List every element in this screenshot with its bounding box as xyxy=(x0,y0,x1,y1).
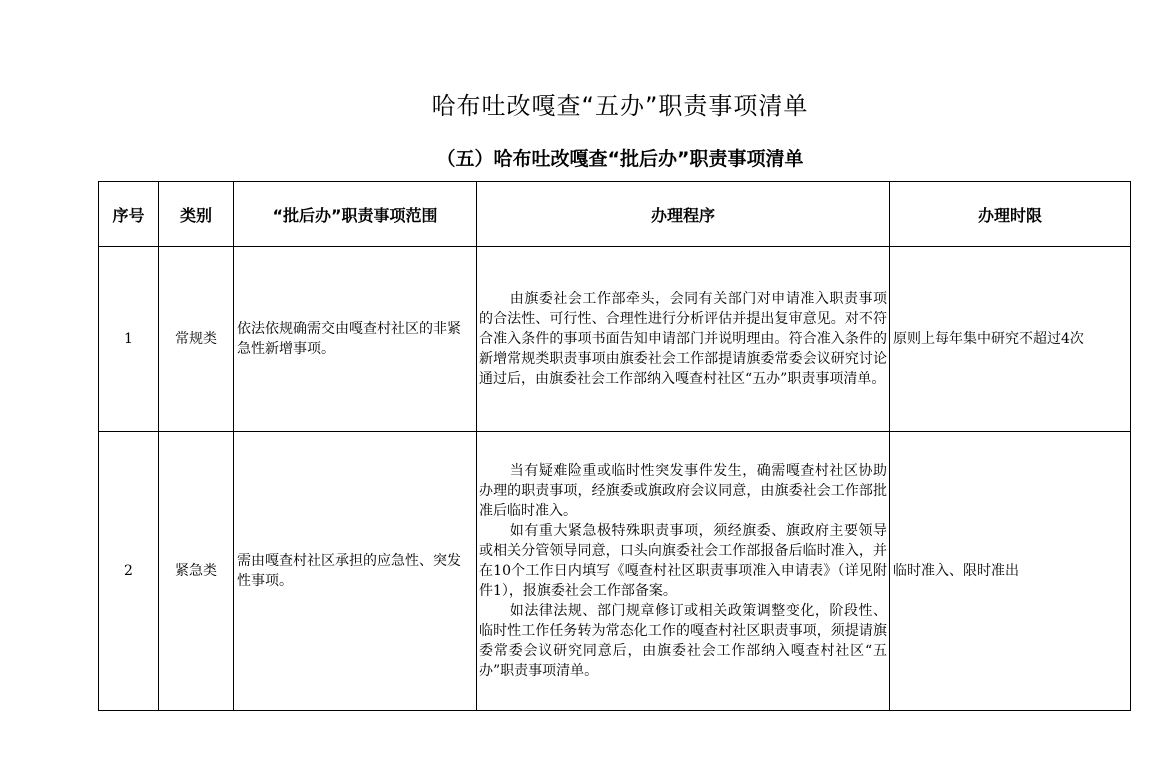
procedure-paragraph: 如法律法规、部门规章修订或相关政策调整变化，阶段性、临时性工作任务转为常态化工作的嘎查村社区职责事项，须提请旗委常委会议研究同意后，由旗委社会工作部纳入嘎查村社区“五办”职责事项清单。 xyxy=(479,603,887,679)
row-procedure xyxy=(477,432,890,711)
row-no: 2 xyxy=(99,432,159,711)
procedure-paragraph: 如有重大紧急极特殊职责事项，须经旗委、旗政府主要领导或相关分管领导同意，口头向旗委社会工作部报备后临时准入，并在10个工作日内填写《嘎查村社区职责事项准入申请表》（详见附件1），报旗委社会工作部备案。 xyxy=(479,523,887,599)
document-title: 哈布吐改嘎查“五办”职责事项清单 xyxy=(431,92,809,120)
procedure-paragraph: 当有疑难险重或临时性突发事件发生，确需嘎查村社区协助办理的职责事项，经旗委或旗政府会议同意，由旗委社会工作部批准后临时准入。 xyxy=(479,463,887,519)
document-subtitle: （五）哈布吐改嘎查“批后办”职责事项清单 xyxy=(436,148,804,170)
procedure-paragraph: 由旗委社会工作部牵头，会同有关部门对申请准入职责事项的合法性、可行性、合理性进行分析评估并提出复审意见。对不符合准入条件的事项书面告知申请部门并说明理由。符合准入条件的新增常规类职责事项由旗委社会工作部提请旗委常委会议研究讨论通过后，由旗委社会工作部纳入嘎查村社区“五办”职责事项清单。 xyxy=(479,291,887,387)
table-header-row xyxy=(99,182,1131,247)
table-row xyxy=(99,247,1131,432)
duty-table xyxy=(98,181,1131,711)
row-time-limit: 原则上每年集中研究不超过4次 xyxy=(890,247,1131,432)
row-time-limit: 临时准入、限时准出 xyxy=(890,432,1131,711)
table-row xyxy=(99,432,1131,711)
header-category: 类别 xyxy=(159,182,234,247)
header-no: 序号 xyxy=(99,182,159,247)
row-scope: 依法依规确需交由嘎查村社区的非紧急性新增事项。 xyxy=(234,247,477,432)
row-procedure xyxy=(477,247,890,432)
header-procedure: 办理程序 xyxy=(477,182,890,247)
row-category: 常规类 xyxy=(159,247,234,432)
header-scope: “批后办”职责事项范围 xyxy=(234,182,477,247)
header-time-limit: 办理时限 xyxy=(890,182,1131,247)
row-scope: 需由嘎查村社区承担的应急性、突发性事项。 xyxy=(234,432,477,711)
row-no: 1 xyxy=(99,247,159,432)
row-category: 紧急类 xyxy=(159,432,234,711)
